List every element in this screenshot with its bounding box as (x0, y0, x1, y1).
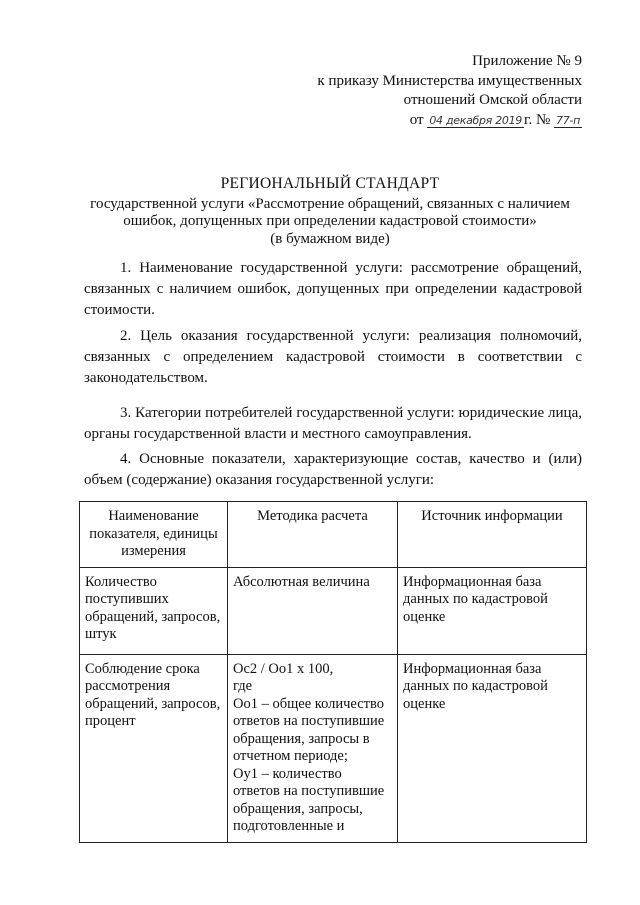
header-indicator-name: Наименование показателя, единицы измерения (80, 502, 228, 568)
appendix-order-ref: к приказу Министерства имущественных (317, 72, 582, 89)
paragraph-consumer-categories: 3. Категории потребителей государственной услуги: юридические лица, органы государственной власти и местного самоуправления. (84, 405, 582, 442)
cell-calculation-method (228, 654, 398, 842)
method-line: Ос2 / Оо1 х 100, (233, 660, 334, 677)
handwritten-order-number: 77-п (556, 113, 580, 127)
method-line: Оо1 – общее количество ответов на поступившие обращения, запросы в отчетном периоде; (233, 695, 385, 764)
cell-calculation-method (228, 567, 398, 654)
method-line: Оу1 – количество ответов на поступившие обращения, запросы, подготовленные и (233, 765, 385, 834)
table-header-row (80, 502, 587, 568)
title-line-3: ошибок, допущенных при определении кадастровой стоимости» (123, 213, 537, 229)
paragraph-service-name: 1. Наименование государственной услуги: рассмотрение обращений, связанных с наличием ошибок, допущенных при определении кадастровой стоимости. (84, 260, 582, 318)
indicators-table (79, 501, 587, 843)
appendix-ministry: отношений Омской области (403, 92, 582, 108)
document-title: РЕГИОНАЛЬНЫЙ СТАНДАРТ (220, 175, 440, 192)
cell-information-source: Информационная база данных по кадастровой оценке (398, 654, 587, 842)
cell-information-source: Информационная база данных по кадастровой оценке (398, 567, 587, 654)
appendix-date-line (317, 111, 582, 131)
title-line-4: (в бумажном виде) (270, 230, 390, 247)
date-prefix: от (409, 111, 424, 128)
appendix-number: Приложение № 9 (472, 53, 582, 69)
cell-indicator-name: Соблюдение срока рассмотрения обращений, запросов, процент (80, 654, 228, 842)
table-row (80, 567, 587, 654)
header-information-source: Источник информации (398, 502, 587, 568)
paragraph-indicators-intro: 4. Основные показатели, характеризующие состав, качество и (или) объем (содержание) оказания государственной услуги: (84, 451, 582, 488)
method-line: Абсолютная величина (233, 573, 370, 590)
paragraph-service-goal: 2. Цель оказания государственной услуги: реализация полномочий, связанных с определением кадастровой стоимости в соответствии с законодательством. (84, 328, 582, 386)
title-line-2: государственной услуги «Рассмотрение обращений, связанных с наличием (90, 195, 570, 212)
method-line: где (233, 678, 253, 694)
cell-indicator-name: Количество поступивших обращений, запросов, штук (80, 567, 228, 654)
appendix-header (317, 52, 582, 130)
document-title-block (60, 175, 600, 248)
handwritten-date: 04 декабря 2019 (429, 113, 522, 127)
table-row (80, 654, 587, 842)
date-suffix: г. № (524, 111, 551, 128)
header-calculation-method: Методика расчета (228, 502, 398, 568)
